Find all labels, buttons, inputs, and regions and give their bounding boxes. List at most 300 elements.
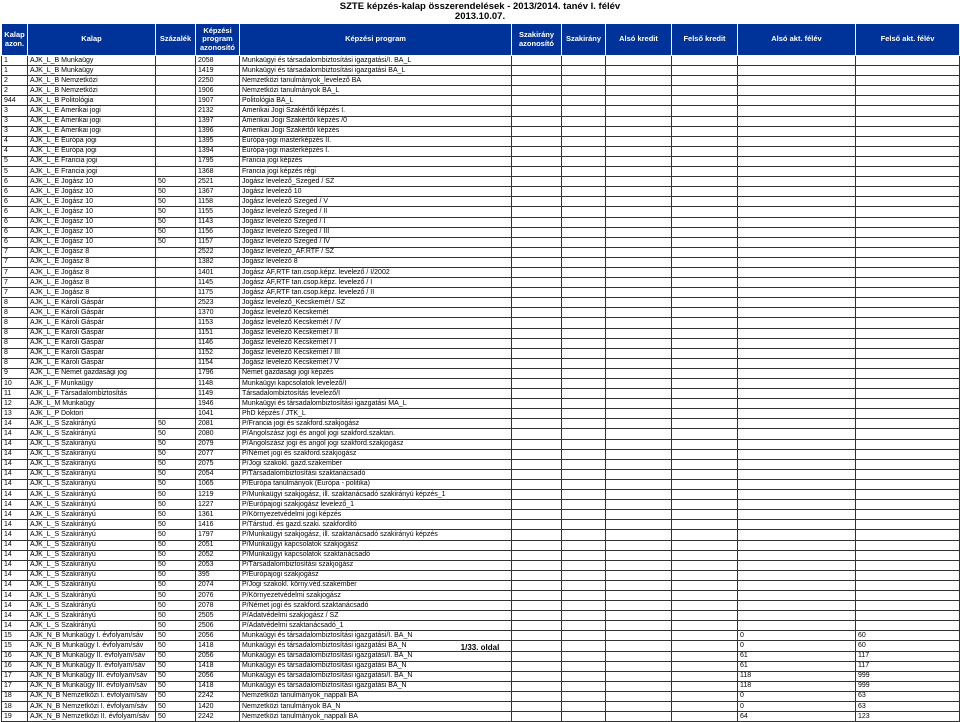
- cell-kalap: AJK_L_E Jogász 8: [28, 257, 156, 267]
- cell-felso-kredit: [672, 136, 738, 146]
- cell-kalap: AJK_L_S Szakirányú: [28, 550, 156, 560]
- cell-kalap-azon: 14: [2, 550, 28, 560]
- cell-felso-kredit: [672, 621, 738, 631]
- cell-felso-akt-felev: [856, 590, 960, 600]
- cell-kepzesi-program-azonosito: 1907: [196, 96, 240, 106]
- cell-felso-kredit: [672, 257, 738, 267]
- cell-also-akt-felev: 0: [738, 641, 856, 651]
- cell-kalap-azon: 3: [2, 116, 28, 126]
- cell-kepzesi-program: P/Európajogi szakjogász: [240, 570, 512, 580]
- cell-kepzesi-program: Munkaügyi és társadalombiztosítási igazgatási BA_N: [240, 641, 512, 651]
- table-row: [2, 126, 960, 136]
- cell-felso-kredit: [672, 379, 738, 389]
- cell-szakirany: [562, 328, 606, 338]
- cell-felso-akt-felev: [856, 197, 960, 207]
- cell-also-kredit: [606, 560, 672, 570]
- table-row: [2, 419, 960, 429]
- cell-kalap-azon: 17: [2, 681, 28, 691]
- cell-kepzesi-program-azonosito: 2078: [196, 601, 240, 611]
- cell-kepzesi-program: P/Környezetvédelmi jogi képzés: [240, 510, 512, 520]
- cell-also-kredit: [606, 348, 672, 358]
- cell-felso-akt-felev: [856, 278, 960, 288]
- cell-also-kredit: [606, 580, 672, 590]
- table-row: [2, 267, 960, 277]
- cell-kepzesi-program-azonosito: 2056: [196, 651, 240, 661]
- cell-szakirany-azonosito: [512, 116, 562, 126]
- cell-kepzesi-program-azonosito: 1906: [196, 86, 240, 96]
- cell-felso-akt-felev: [856, 490, 960, 500]
- cell-kalap-azon: 14: [2, 601, 28, 611]
- cell-also-kredit: [606, 227, 672, 237]
- cell-kepzesi-program-azonosito: 1367: [196, 187, 240, 197]
- cell-kalap: AJK_L_S Szakirányú: [28, 459, 156, 469]
- table-row: [2, 580, 960, 590]
- cell-kepzesi-program: P/Társtud. és gazd.szaki. szakfordító: [240, 520, 512, 530]
- cell-felso-kredit: [672, 530, 738, 540]
- cell-szakirany-azonosito: [512, 318, 562, 328]
- cell-kepzesi-program: P/Környezetvédelmi szakjogász: [240, 590, 512, 600]
- cell-kalap-azon: 14: [2, 439, 28, 449]
- cell-szazalek: 50: [156, 490, 196, 500]
- cell-also-akt-felev: [738, 106, 856, 116]
- cell-felso-kredit: [672, 510, 738, 520]
- cell-kalap: AJK_L_S Szakirányú: [28, 510, 156, 520]
- cell-also-akt-felev: 118: [738, 681, 856, 691]
- cell-kepzesi-program-azonosito: 1156: [196, 227, 240, 237]
- table-row: [2, 671, 960, 681]
- cell-felso-akt-felev: [856, 328, 960, 338]
- cell-felso-akt-felev: 60: [856, 631, 960, 641]
- cell-felso-kredit: [672, 227, 738, 237]
- cell-kalap-azon: 14: [2, 449, 28, 459]
- cell-kepzesi-program-azonosito: 1146: [196, 338, 240, 348]
- cell-kepzesi-program-azonosito: 2250: [196, 76, 240, 86]
- cell-kepzesi-program: Francia jogi képzés: [240, 156, 512, 166]
- cell-szakirany: [562, 661, 606, 671]
- cell-felso-kredit: [672, 570, 738, 580]
- cell-szakirany-azonosito: [512, 590, 562, 600]
- cell-szakirany-azonosito: [512, 177, 562, 187]
- table-row: [2, 358, 960, 368]
- table-row: [2, 368, 960, 378]
- cell-felso-akt-felev: 60: [856, 641, 960, 651]
- cell-szakirany-azonosito: [512, 479, 562, 489]
- cell-szazalek: 50: [156, 560, 196, 570]
- cell-felso-akt-felev: [856, 419, 960, 429]
- cell-kepzesi-program: Munkaügyi és társadalombiztosítási igazgatási/I. BA_N: [240, 651, 512, 661]
- cell-kepzesi-program-azonosito: 1145: [196, 278, 240, 288]
- cell-felso-akt-felev: 117: [856, 651, 960, 661]
- cell-kepzesi-program-azonosito: 1395: [196, 136, 240, 146]
- table-row: [2, 318, 960, 328]
- cell-szakirany: [562, 308, 606, 318]
- cell-kepzesi-program: Munkaügyi kapcsolatok levelező/I: [240, 379, 512, 389]
- cell-kalap: AJK_L_B Munkaügy: [28, 66, 156, 76]
- cell-kalap-azon: 8: [2, 298, 28, 308]
- cell-felso-akt-felev: 123: [856, 712, 960, 722]
- cell-also-akt-felev: [738, 156, 856, 166]
- cell-szazalek: 50: [156, 681, 196, 691]
- cell-kalap: AJK_N_B Nemzetközi II. évfolyam/sáv: [28, 712, 156, 722]
- cell-felso-akt-felev: 117: [856, 661, 960, 671]
- cell-felso-akt-felev: [856, 560, 960, 570]
- cell-kalap: AJK_L_S Szakirányú: [28, 621, 156, 631]
- cell-szakirany: [562, 490, 606, 500]
- table-row: [2, 348, 960, 358]
- table-row: [2, 247, 960, 257]
- cell-also-kredit: [606, 257, 672, 267]
- cell-szakirany-azonosito: [512, 76, 562, 86]
- cell-szazalek: [156, 136, 196, 146]
- cell-felso-akt-felev: [856, 86, 960, 96]
- cell-kepzesi-program-azonosito: 1797: [196, 530, 240, 540]
- cell-also-kredit: [606, 136, 672, 146]
- cell-kalap-azon: 6: [2, 197, 28, 207]
- cell-felso-akt-felev: [856, 187, 960, 197]
- cell-szakirany: [562, 368, 606, 378]
- cell-kalap-azon: 8: [2, 338, 28, 348]
- cell-kalap: AJK_L_S Szakirányú: [28, 580, 156, 590]
- cell-also-kredit: [606, 106, 672, 116]
- cell-felso-akt-felev: [856, 621, 960, 631]
- cell-kepzesi-program: P/Munkaügyi szakjogász, ill. szaktanácsadó szakirányú képzés: [240, 530, 512, 540]
- cell-szakirany-azonosito: [512, 146, 562, 156]
- cell-felso-kredit: [672, 126, 738, 136]
- cell-kepzesi-program: Amerikai Jogi Szakértői képzés I.: [240, 106, 512, 116]
- cell-szazalek: 50: [156, 217, 196, 227]
- cell-szakirany-azonosito: [512, 409, 562, 419]
- cell-also-kredit: [606, 308, 672, 318]
- cell-felso-kredit: [672, 298, 738, 308]
- cell-kalap-azon: 15: [2, 641, 28, 651]
- cell-szakirany: [562, 207, 606, 217]
- cell-also-akt-felev: [738, 177, 856, 187]
- cell-szakirany-azonosito: [512, 328, 562, 338]
- cell-also-kredit: [606, 500, 672, 510]
- cell-also-kredit: [606, 621, 672, 631]
- cell-felso-kredit: [672, 409, 738, 419]
- table-row: [2, 479, 960, 489]
- cell-also-kredit: [606, 267, 672, 277]
- cell-kalap: AJK_L_E Károli Gáspár: [28, 328, 156, 338]
- cell-szazalek: 50: [156, 207, 196, 217]
- cell-kepzesi-program-azonosito: 1946: [196, 399, 240, 409]
- cell-kalap-azon: 14: [2, 469, 28, 479]
- cell-szakirany-azonosito: [512, 691, 562, 701]
- cell-kepzesi-program-azonosito: 1418: [196, 681, 240, 691]
- cell-szakirany-azonosito: [512, 96, 562, 106]
- cell-kalap-azon: 11: [2, 389, 28, 399]
- cell-kalap-azon: 8: [2, 328, 28, 338]
- cell-felso-kredit: [672, 389, 738, 399]
- cell-kalap-azon: 3: [2, 106, 28, 116]
- cell-kalap: AJK_L_S Szakirányú: [28, 490, 156, 500]
- cell-felso-akt-felev: [856, 217, 960, 227]
- cell-also-akt-felev: [738, 257, 856, 267]
- cell-szakirany-azonosito: [512, 308, 562, 318]
- cell-szakirany: [562, 611, 606, 621]
- cell-also-akt-felev: [738, 66, 856, 76]
- table-row: [2, 76, 960, 86]
- cell-szakirany: [562, 156, 606, 166]
- cell-felso-akt-felev: [856, 601, 960, 611]
- cell-szakirany: [562, 702, 606, 712]
- cell-kalap: AJK_L_E Károli Gáspár: [28, 338, 156, 348]
- cell-felso-akt-felev: [856, 308, 960, 318]
- cell-szakirany: [562, 651, 606, 661]
- cell-szazalek: 50: [156, 429, 196, 439]
- cell-kalap-azon: 7: [2, 257, 28, 267]
- cell-kalap-azon: 14: [2, 500, 28, 510]
- cell-szazalek: 50: [156, 237, 196, 247]
- cell-szakirany: [562, 399, 606, 409]
- cell-kepzesi-program-azonosito: 2079: [196, 439, 240, 449]
- cell-szakirany: [562, 580, 606, 590]
- cell-kalap: AJK_L_F Munkaügy: [28, 379, 156, 389]
- cell-also-akt-felev: [738, 126, 856, 136]
- table-row: [2, 106, 960, 116]
- cell-kepzesi-program-azonosito: 2076: [196, 590, 240, 600]
- cell-szakirany-azonosito: [512, 298, 562, 308]
- cell-also-akt-felev: 61: [738, 651, 856, 661]
- cell-felso-akt-felev: [856, 399, 960, 409]
- cell-felso-akt-felev: [856, 146, 960, 156]
- cell-kalap-azon: 7: [2, 288, 28, 298]
- cell-kepzesi-program-azonosito: 1416: [196, 520, 240, 530]
- cell-kalap: AJK_L_S Szakirányú: [28, 479, 156, 489]
- cell-felso-kredit: [672, 66, 738, 76]
- cell-szazalek: 50: [156, 590, 196, 600]
- cell-szakirany-azonosito: [512, 621, 562, 631]
- cell-szakirany: [562, 278, 606, 288]
- cell-kalap-azon: 8: [2, 348, 28, 358]
- cell-kalap: AJK_L_E Károli Gáspár: [28, 358, 156, 368]
- cell-szakirany-azonosito: [512, 379, 562, 389]
- cell-szakirany: [562, 338, 606, 348]
- cell-kepzesi-program: Jogász levelező Kecskemét / III: [240, 348, 512, 358]
- cell-kepzesi-program-azonosito: 1153: [196, 318, 240, 328]
- cell-szakirany-azonosito: [512, 651, 562, 661]
- cell-also-akt-felev: [738, 560, 856, 570]
- cell-kepzesi-program-azonosito: 2056: [196, 671, 240, 681]
- cell-also-kredit: [606, 146, 672, 156]
- table-row: [2, 601, 960, 611]
- cell-szazalek: [156, 66, 196, 76]
- cell-felso-kredit: [672, 106, 738, 116]
- cell-kalap-azon: 15: [2, 631, 28, 641]
- cell-kalap-azon: 7: [2, 278, 28, 288]
- cell-felso-kredit: [672, 278, 738, 288]
- cell-kalap: AJK_L_E Amerikai jogi: [28, 106, 156, 116]
- cell-szakirany-azonosito: [512, 278, 562, 288]
- cell-kepzesi-program: P/Társadalombiztosítási szaktanácsadó: [240, 469, 512, 479]
- cell-kepzesi-program: Jogász levelező_Kecskemét / SZ: [240, 298, 512, 308]
- cell-felso-kredit: [672, 712, 738, 722]
- table-row: [2, 469, 960, 479]
- cell-felso-akt-felev: [856, 247, 960, 257]
- cell-kalap-azon: 16: [2, 651, 28, 661]
- table-row: [2, 167, 960, 177]
- cell-also-akt-felev: [738, 146, 856, 156]
- cell-kalap: AJK_N_B Munkaügy II. évfolyam/sáv: [28, 661, 156, 671]
- cell-kalap-azon: 14: [2, 459, 28, 469]
- cell-also-kredit: [606, 530, 672, 540]
- table-row: [2, 389, 960, 399]
- table-row: [2, 621, 960, 631]
- cell-also-akt-felev: [738, 479, 856, 489]
- cell-szakirany: [562, 570, 606, 580]
- assignment-table: [1, 23, 960, 722]
- cell-felso-akt-felev: 63: [856, 691, 960, 701]
- cell-felso-kredit: [672, 338, 738, 348]
- cell-szakirany-azonosito: [512, 126, 562, 136]
- cell-szakirany: [562, 257, 606, 267]
- cell-kalap: AJK_L_F Társadalombiztosítás: [28, 389, 156, 399]
- cell-kalap: AJK_L_E Francia jogi: [28, 156, 156, 166]
- cell-kalap: AJK_L_E Európa jogi: [28, 136, 156, 146]
- cell-kepzesi-program: P/Munkaügyi kapcsolatok szakjogász: [240, 540, 512, 550]
- cell-szakirany: [562, 631, 606, 641]
- cell-also-akt-felev: [738, 136, 856, 146]
- cell-kepzesi-program-azonosito: 2522: [196, 247, 240, 257]
- cell-also-akt-felev: [738, 76, 856, 86]
- cell-kepzesi-program-azonosito: 2056: [196, 631, 240, 641]
- cell-kalap-azon: 5: [2, 167, 28, 177]
- cell-also-kredit: [606, 187, 672, 197]
- cell-szakirany: [562, 146, 606, 156]
- cell-kalap-azon: 14: [2, 621, 28, 631]
- cell-also-akt-felev: [738, 86, 856, 96]
- cell-szakirany-azonosito: [512, 681, 562, 691]
- cell-kepzesi-program: Jogász levelező Szeged / I: [240, 217, 512, 227]
- cell-kepzesi-program: Jogász levelező Szeged / V: [240, 197, 512, 207]
- cell-szakirany-azonosito: [512, 520, 562, 530]
- cell-felso-kredit: [672, 651, 738, 661]
- cell-also-akt-felev: [738, 227, 856, 237]
- cell-szazalek: [156, 116, 196, 126]
- cell-szazalek: [156, 106, 196, 116]
- cell-felso-akt-felev: [856, 459, 960, 469]
- cell-kalap-azon: 6: [2, 227, 28, 237]
- cell-szazalek: 50: [156, 227, 196, 237]
- cell-szazalek: 50: [156, 500, 196, 510]
- cell-also-akt-felev: [738, 490, 856, 500]
- cell-szazalek: 50: [156, 479, 196, 489]
- cell-szazalek: [156, 298, 196, 308]
- cell-also-kredit: [606, 126, 672, 136]
- cell-also-akt-felev: [738, 469, 856, 479]
- table-row: [2, 96, 960, 106]
- cell-kepzesi-program-azonosito: 1401: [196, 267, 240, 277]
- cell-kalap: AJK_L_E Jogász 8: [28, 288, 156, 298]
- cell-kalap: AJK_L_E Jogász 10: [28, 207, 156, 217]
- cell-felso-akt-felev: [856, 167, 960, 177]
- cell-felso-kredit: [672, 86, 738, 96]
- cell-felso-akt-felev: [856, 338, 960, 348]
- cell-also-akt-felev: [738, 429, 856, 439]
- table-row: [2, 116, 960, 126]
- table-row: [2, 530, 960, 540]
- table-row: [2, 298, 960, 308]
- table-row: [2, 328, 960, 338]
- cell-kepzesi-program: Jogász ÁF,RTF tan.csop.képz. levelező / I: [240, 278, 512, 288]
- cell-felso-kredit: [672, 560, 738, 570]
- cell-szakirany: [562, 621, 606, 631]
- cell-szakirany: [562, 96, 606, 106]
- cell-kalap: AJK_N_B Munkaügy I. évfolyam/sáv: [28, 641, 156, 651]
- cell-kepzesi-program: Jogász levelező Kecskemét: [240, 308, 512, 318]
- cell-kepzesi-program: Európa-jogi masterképzés II.: [240, 136, 512, 146]
- cell-felso-kredit: [672, 702, 738, 712]
- cell-also-kredit: [606, 247, 672, 257]
- cell-also-akt-felev: [738, 167, 856, 177]
- cell-szakirany: [562, 56, 606, 66]
- cell-kalap-azon: 9: [2, 368, 28, 378]
- cell-kepzesi-program-azonosito: 1149: [196, 389, 240, 399]
- cell-also-kredit: [606, 429, 672, 439]
- column-header-szakirany: Szakirány: [562, 24, 606, 56]
- cell-felso-kredit: [672, 116, 738, 126]
- cell-felso-kredit: [672, 177, 738, 187]
- cell-szakirany-azonosito: [512, 570, 562, 580]
- cell-szakirany-azonosito: [512, 530, 562, 540]
- cell-kalap-azon: 3: [2, 126, 28, 136]
- table-row: [2, 66, 960, 76]
- table-row: [2, 560, 960, 570]
- cell-felso-kredit: [672, 348, 738, 358]
- cell-also-kredit: [606, 520, 672, 530]
- cell-kepzesi-program-azonosito: 2053: [196, 560, 240, 570]
- cell-szazalek: 50: [156, 197, 196, 207]
- cell-also-akt-felev: [738, 348, 856, 358]
- cell-also-akt-felev: 0: [738, 631, 856, 641]
- cell-szakirany: [562, 177, 606, 187]
- cell-szazalek: 50: [156, 661, 196, 671]
- cell-szakirany: [562, 237, 606, 247]
- cell-kalap: AJK_N_B Munkaügy II. évfolyam/sáv: [28, 651, 156, 661]
- cell-also-akt-felev: 61: [738, 661, 856, 671]
- cell-also-akt-felev: [738, 520, 856, 530]
- cell-also-kredit: [606, 167, 672, 177]
- cell-kalap-azon: 5: [2, 156, 28, 166]
- cell-also-akt-felev: [738, 419, 856, 429]
- cell-szakirany: [562, 116, 606, 126]
- cell-szakirany-azonosito: [512, 510, 562, 520]
- cell-felso-akt-felev: [856, 257, 960, 267]
- cell-kalap: AJK_L_S Szakirányú: [28, 530, 156, 540]
- cell-szakirany-azonosito: [512, 237, 562, 247]
- cell-felso-akt-felev: [856, 368, 960, 378]
- cell-kalap-azon: 2: [2, 76, 28, 86]
- table-row: [2, 611, 960, 621]
- cell-kalap-azon: 14: [2, 580, 28, 590]
- column-header-felso-akt-felev: Felső akt. félév: [856, 24, 960, 56]
- cell-kalap: AJK_L_E Jogász 10: [28, 217, 156, 227]
- cell-felso-akt-felev: [856, 439, 960, 449]
- cell-felso-kredit: [672, 368, 738, 378]
- cell-kepzesi-program: Jogász levelező_ÁF.RTF / SZ: [240, 247, 512, 257]
- table-row: [2, 308, 960, 318]
- cell-szakirany-azonosito: [512, 167, 562, 177]
- cell-kepzesi-program-azonosito: 1151: [196, 328, 240, 338]
- cell-szakirany-azonosito: [512, 399, 562, 409]
- cell-kepzesi-program-azonosito: 1418: [196, 641, 240, 651]
- cell-also-akt-felev: [738, 611, 856, 621]
- cell-also-kredit: [606, 681, 672, 691]
- cell-kepzesi-program-azonosito: 2081: [196, 419, 240, 429]
- cell-kalap-azon: 6: [2, 217, 28, 227]
- cell-kalap-azon: 14: [2, 520, 28, 530]
